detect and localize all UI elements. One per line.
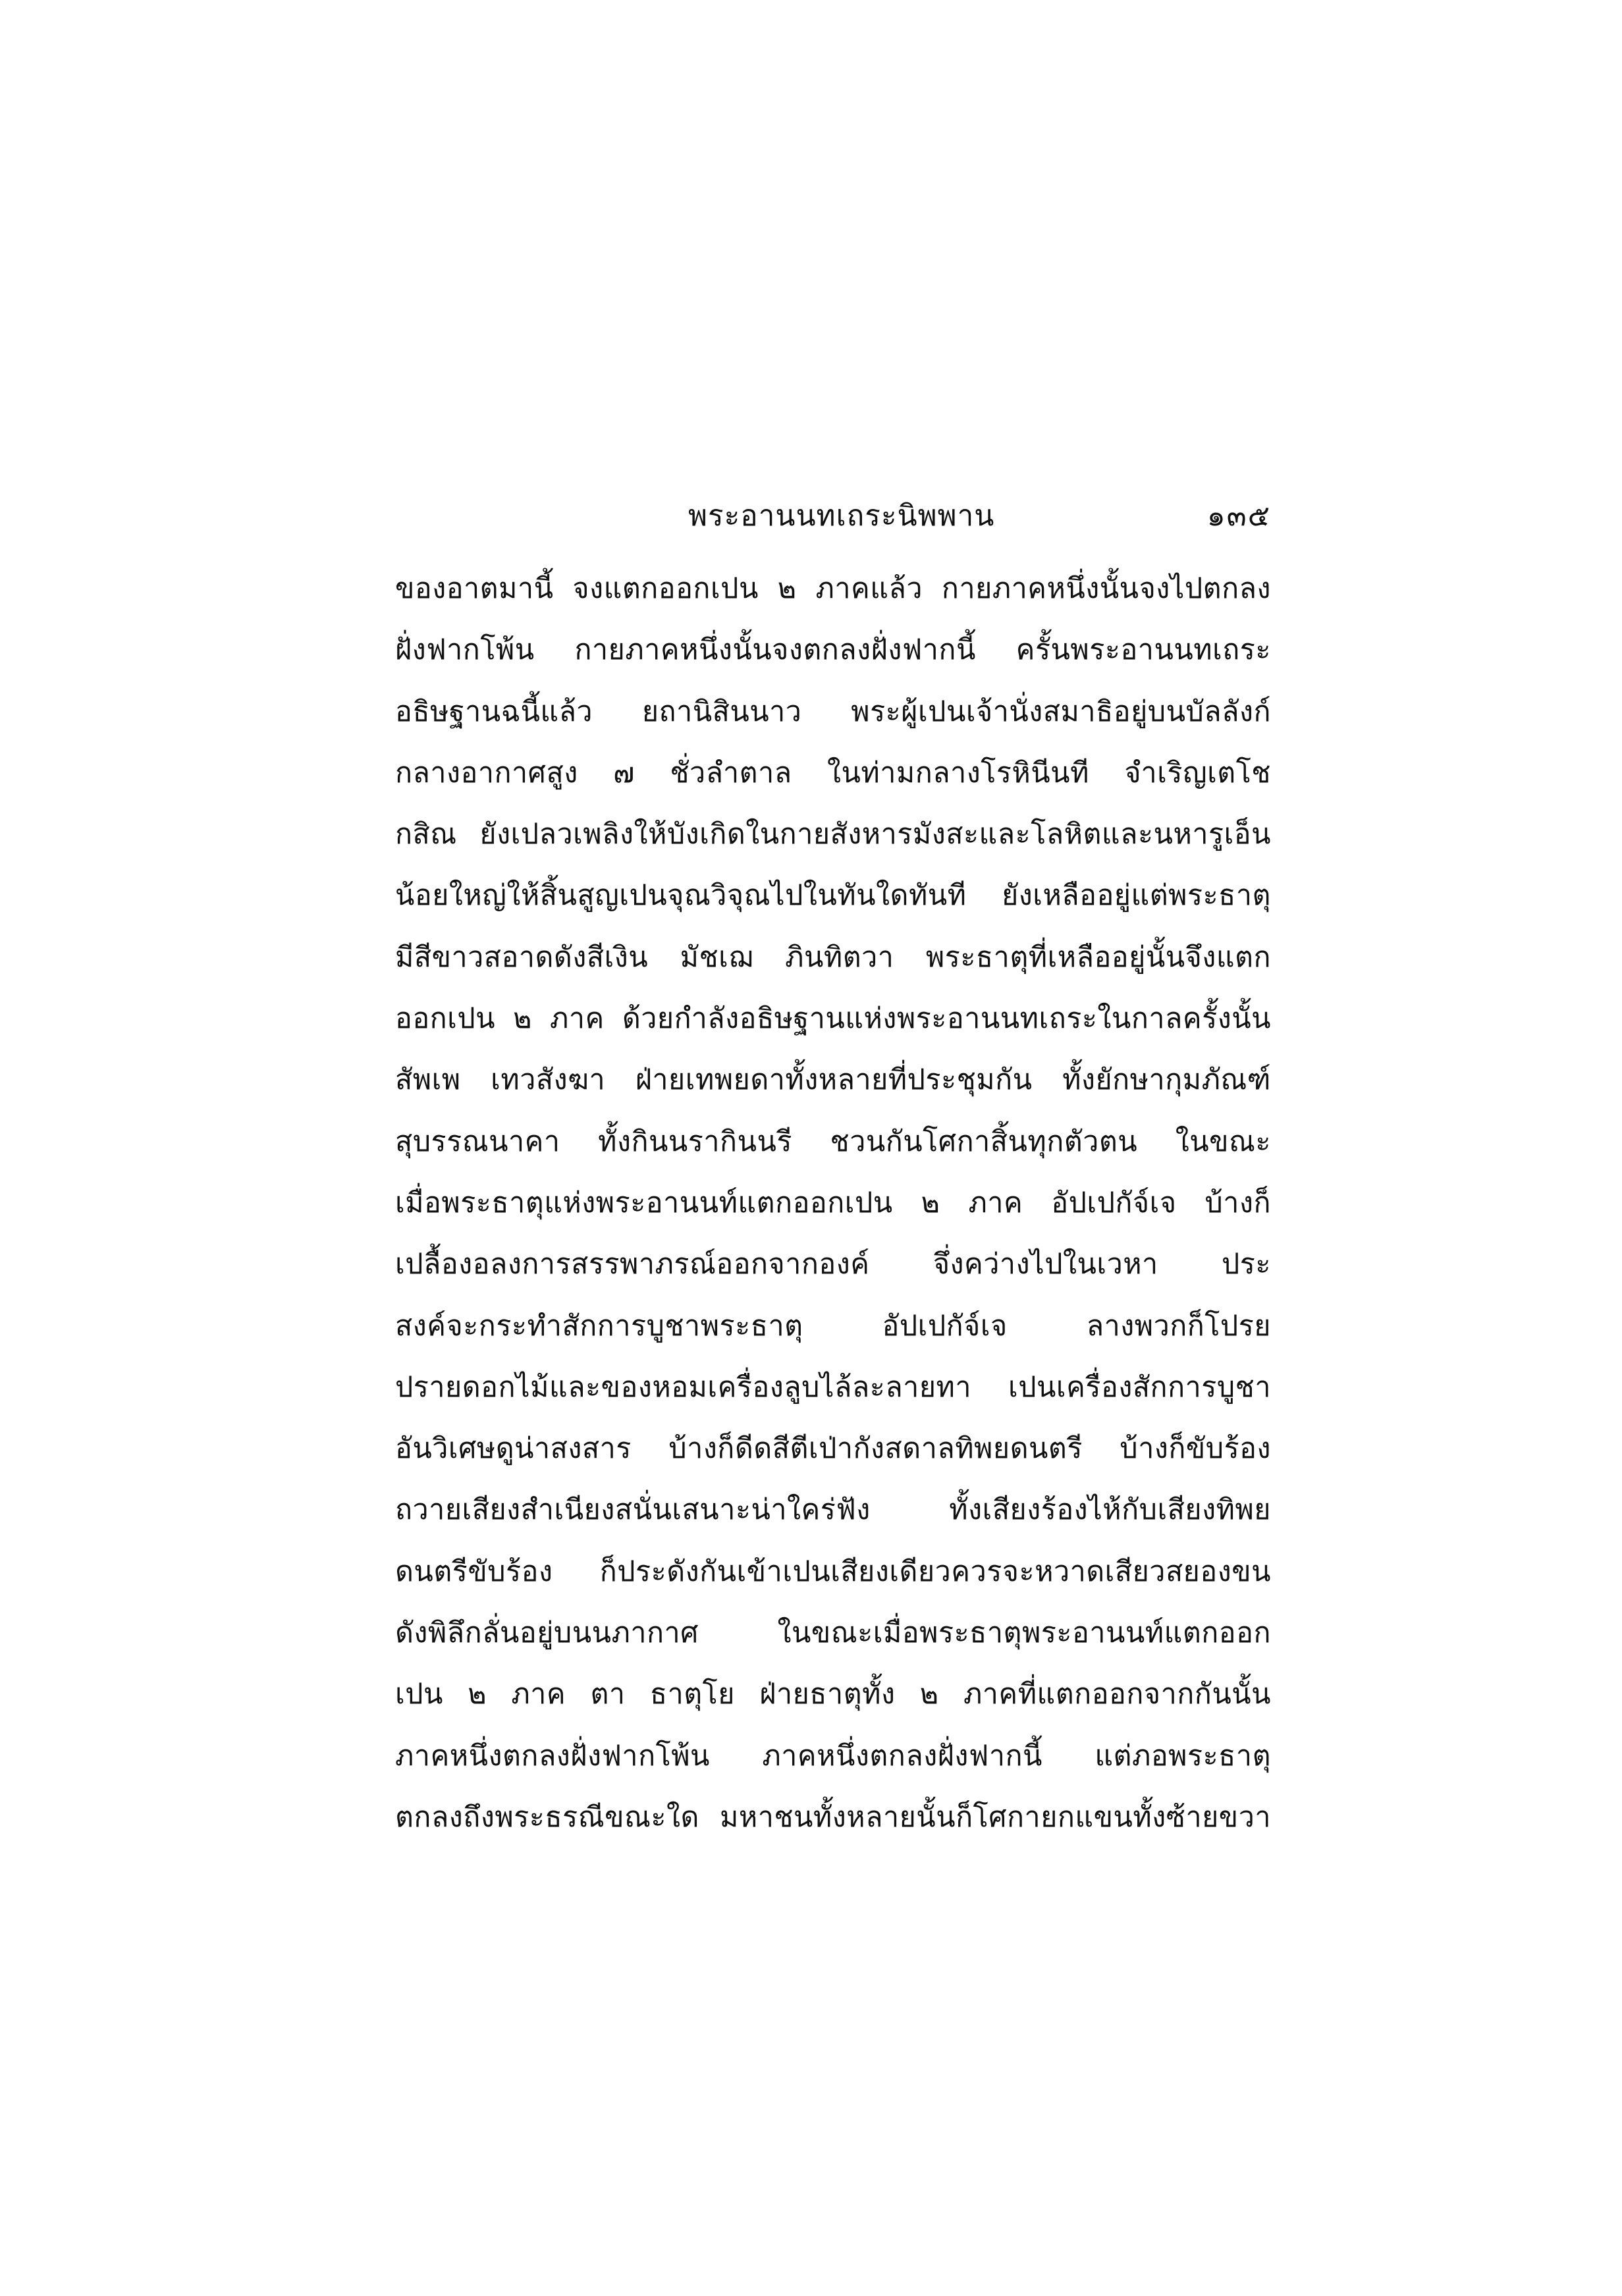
body-text: [395, 558, 1271, 1848]
text-line: ของอาตมานี้ จงแตกออกเปน ๒ ภาคแล้ว กายภาคหนึ่งนั้นจงไปตกลง: [395, 572, 1271, 605]
text-line: ปรายดอกไม้และของหอมเครื่องลูบไล้ละลายทา เปนเครื่องสักการบูชา: [395, 1370, 1271, 1404]
text-line: มีสีขาวสอาดดังสีเงิน มัชเฌ ภินทิตวา พระธาตุที่เหลืออยู่นั้นจึงแตก: [395, 940, 1271, 974]
page-header: [395, 493, 1271, 539]
page-number: ๑๓๕: [1206, 499, 1271, 533]
text-line: สุบรรณนาคา ทั้งกินนรากินนรี ชวนกันโศกาสิ้นทุกตัวตน ในขณะ: [395, 1125, 1271, 1158]
text-line: อันวิเศษดูน่าสงสาร บ้างก็ดีดสีตีเป่ากังสดาลทิพยดนตรี บ้างก็ขับร้อง: [395, 1432, 1271, 1466]
text-line: ถวายเสียงสำเนียงสนั่นเสนาะน่าใคร่ฟัง ทั้งเสียงร้องไห้กับเสียงทิพย: [395, 1493, 1271, 1527]
text-line: เปน ๒ ภาค ตา ธาตุโย ฝ่ายธาตุทั้ง ๒ ภาคที่แตกออกจากกันนั้น: [395, 1678, 1271, 1711]
text-line: ออกเปน ๒ ภาค ด้วยกำลังอธิษฐานแห่งพระอานนทเถระในกาลครั้งนั้น: [395, 1002, 1271, 1036]
text-line: น้อยใหญ่ให้สิ้นสูญเปนจุณวิจุณไปในทันใดทันที ยังเหลืออยู่แต่พระธาตุ: [395, 879, 1271, 913]
running-title: พระอานนทเถระนิพพาน: [688, 499, 995, 533]
text-line: ฝั่งฟากโพ้น กายภาคหนึ่งนั้นจงตกลงฝั่งฟากนี้ ครั้นพระอานนทเถระ: [395, 633, 1271, 667]
text-line: สัพเพ เทวสังฆา ฝ่ายเทพยดาทั้งหลายที่ประชุมกัน ทั้งยักษากุมภัณฑ์: [395, 1063, 1271, 1097]
text-line: ดังพิลึกลั่นอยู่บนนภากาศ ในขณะเมื่อพระธาตุพระอานนท์แตกออก: [395, 1616, 1271, 1650]
text-line: ดนตรีขับร้อง ก็ประดังกันเข้าเปนเสียงเดียวควรจะหวาดเสียวสยองขน: [395, 1555, 1271, 1588]
text-line: สงค์จะกระทำสักการบูชาพระธาตุ อัปเปกัจ์เจ ลางพวกก็โปรย: [395, 1309, 1271, 1343]
text-line: เปลื้องอลงการสรรพาภรณ์ออกจากองค์ จึ่งคว่างไปในเวหา ประ: [395, 1248, 1271, 1281]
text-line: ภาคหนึ่งตกลงฝั่งฟากโพ้น ภาคหนึ่งตกลงฝั่งฟากนี้ แต่ภอพระธาตุ: [395, 1739, 1271, 1773]
text-line: ตกลงถึงพระธรณีขณะใด มหาชนทั้งหลายนั้นก็โศกายกแขนทั้งซ้ายขวา: [395, 1800, 1271, 1834]
text-line: เมื่อพระธาตุแห่งพระอานนท์แตกออกเปน ๒ ภาค อัปเปกัจ์เจ บ้างก็: [395, 1186, 1271, 1219]
text-line: กสิณ ยังเปลวเพลิงให้บังเกิดในกายสังหารมังสะและโลหิตและนหารูเอ็น: [395, 818, 1271, 851]
text-line: กลางอากาศสูง ๗ ชั่วลำตาล ในท่ามกลางโรหินีนที จำเริญเตโช: [395, 756, 1271, 789]
text-line: อธิษฐานฉนี้แล้ว ยถานิสินนาว พระผู้เปนเจ้านั่งสมาธิอยู่บนบัลลังก์: [395, 695, 1271, 728]
